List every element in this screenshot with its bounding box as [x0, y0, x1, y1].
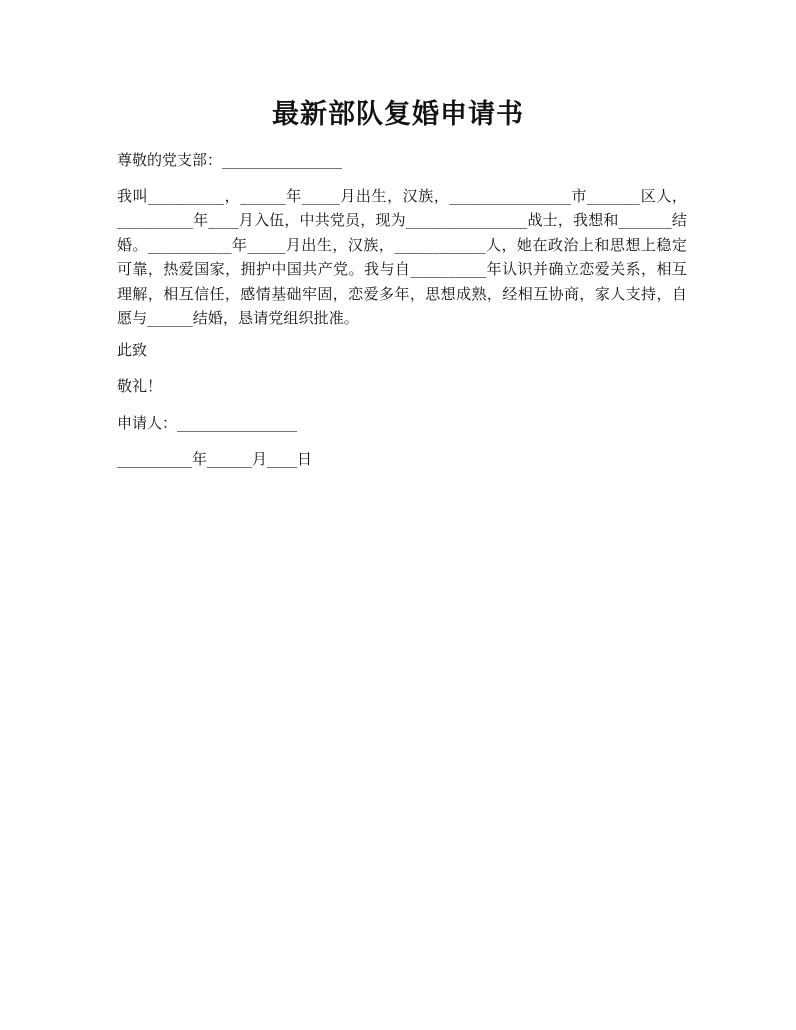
body-paragraph: [117, 184, 687, 330]
salutation: 尊敬的党支部：________________: [117, 151, 343, 169]
closing-2: 敬礼！: [117, 377, 163, 395]
document-title: 最新部队复婚申请书: [272, 99, 524, 130]
date-line: __________年______月____日: [117, 450, 313, 468]
closing-1: 此致: [117, 341, 148, 359]
body-text: 我叫__________，______年_____月出生，汉族，________________市_______区人，__________年____月入伍，中共党员，现为________________战士，我想和_______结婚。___________年_____月出生，汉族，____________人，她在政治上和思想上稳定可靠，热爱国家，拥护中国共产党。我与自__________年认识并确立恋爱关系，相互理解，相互信任，感情基础牢固，恋爱多年，思想成熟，经相互协商，家人支持，自愿与______结婚，恳请党组织批准。: [117, 187, 687, 328]
applicant-line: 申请人：________________: [117, 414, 298, 432]
